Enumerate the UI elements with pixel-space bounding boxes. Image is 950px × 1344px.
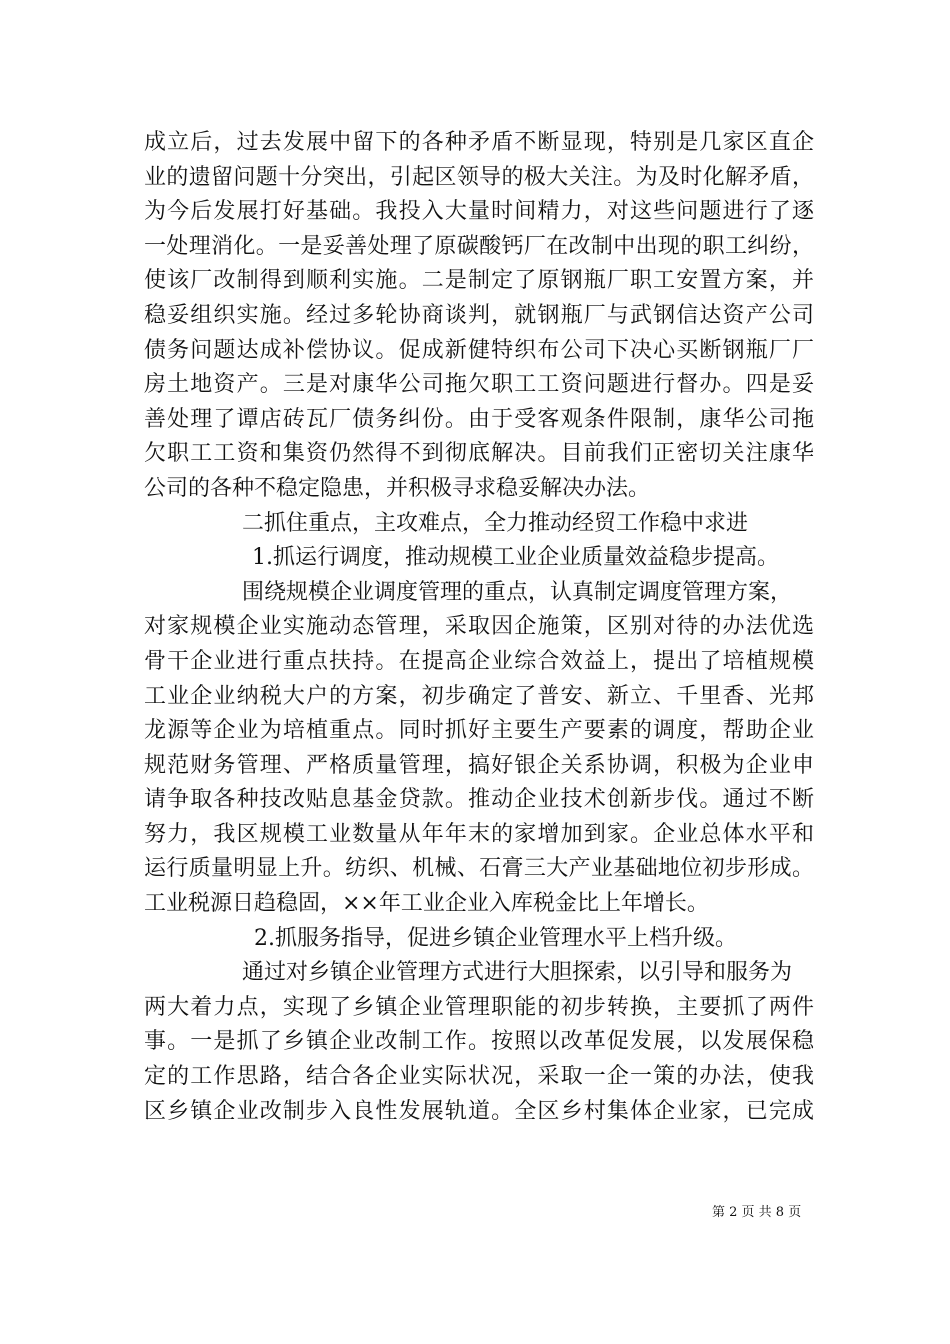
text-line: 业的遗留问题十分突出，引起区领导的极大关注。为及时化解矛盾， [144,164,814,190]
text-line: 事。一是抓了乡镇企业改制工作。按照以改革促发展，以发展保稳 [144,1029,814,1055]
text-line: 规范财务管理、严格质量管理，搞好银企关系协调，积极为企业申 [144,752,814,778]
text-line: 房土地资产。三是对康华公司拖欠职工工资问题进行督办。四是妥 [144,372,814,398]
body-text [144,126,814,1129]
text-line: 对家规模企业实施动态管理，采取因企施策，区别对待的办法优选 [144,614,814,640]
text-line: 区乡镇企业改制步入良性发展轨道。全区乡村集体企业家，已完成 [144,1098,814,1124]
text-line: 成立后，过去发展中留下的各种矛盾不断显现，特别是几家区直企 [144,130,814,155]
text-line: 一处理消化。一是妥善处理了原碳酸钙厂在改制中出现的职工纠纷， [144,233,814,259]
text-line: 使该厂改制得到顺利实施。二是制定了原钢瓶厂职工安置方案，并 [144,268,814,294]
text-line: 通过对乡镇企业管理方式进行大胆探索，以引导和服务为 [242,960,793,986]
text-line: 欠职工工资和集资仍然得不到彻底解决。目前我们正密切关注康华 [144,441,814,467]
text-line: 工业税源日趋稳固，××年工业企业入库税金比上年增长。 [144,891,709,917]
text-line: 工业企业纳税大户的方案，初步确定了普安、新立、千里香、光邦 [144,683,814,709]
text-line: 努力，我区规模工业数量从年年末的家增加到家。企业总体水平和 [144,821,814,847]
subsection-heading: 2.抓服务指导，促进乡镇企业管理水平上档升级。 [254,925,737,951]
text-line: 定的工作思路，结合各企业实际状况，采取一企一策的办法，使我 [144,1064,814,1090]
text-line: 骨干企业进行重点扶持。在提高企业综合效益上，提出了培植规模 [144,648,814,674]
text-line: 龙源等企业为培植重点。同时抓好主要生产要素的调度，帮助企业 [144,718,814,744]
text-line: 运行质量明显上升。纺织、机械、石膏三大产业基础地位初步形成。 [144,856,814,882]
text-line: 稳妥组织实施。经过多轮协商谈判，就钢瓶厂与武钢信达资产公司 [144,302,814,328]
text-line: 两大着力点，实现了乡镇企业管理职能的初步转换，主要抓了两件 [144,994,814,1020]
text-line: 公司的各种不稳定隐患，并积极寻求稳妥解决办法。 [144,475,651,501]
section-heading: 二抓住重点，主攻难点，全力推动经贸工作稳中求进 [242,510,749,536]
text-line: 善处理了谭店砖瓦厂债务纠份。由于受客观条件限制，康华公司拖 [144,406,814,432]
text-line: 为今后发展打好基础。我投入大量时间精力，对这些问题进行了逐 [144,199,814,225]
text-line: 围绕规模企业调度管理的重点，认真制定调度管理方案， [242,579,793,605]
subsection-heading: 1.抓运行调度，推动规模工业企业质量效益稳步提高。 [252,545,779,571]
page-number-footer: 第 2 页 共 8 页 [712,1205,802,1220]
text-line: 债务问题达成补偿协议。促成新健特织布公司下决心买断钢瓶厂厂 [144,337,814,363]
text-line: 请争取各种技改贴息基金贷款。推动企业技术创新步伐。通过不断 [144,787,814,813]
